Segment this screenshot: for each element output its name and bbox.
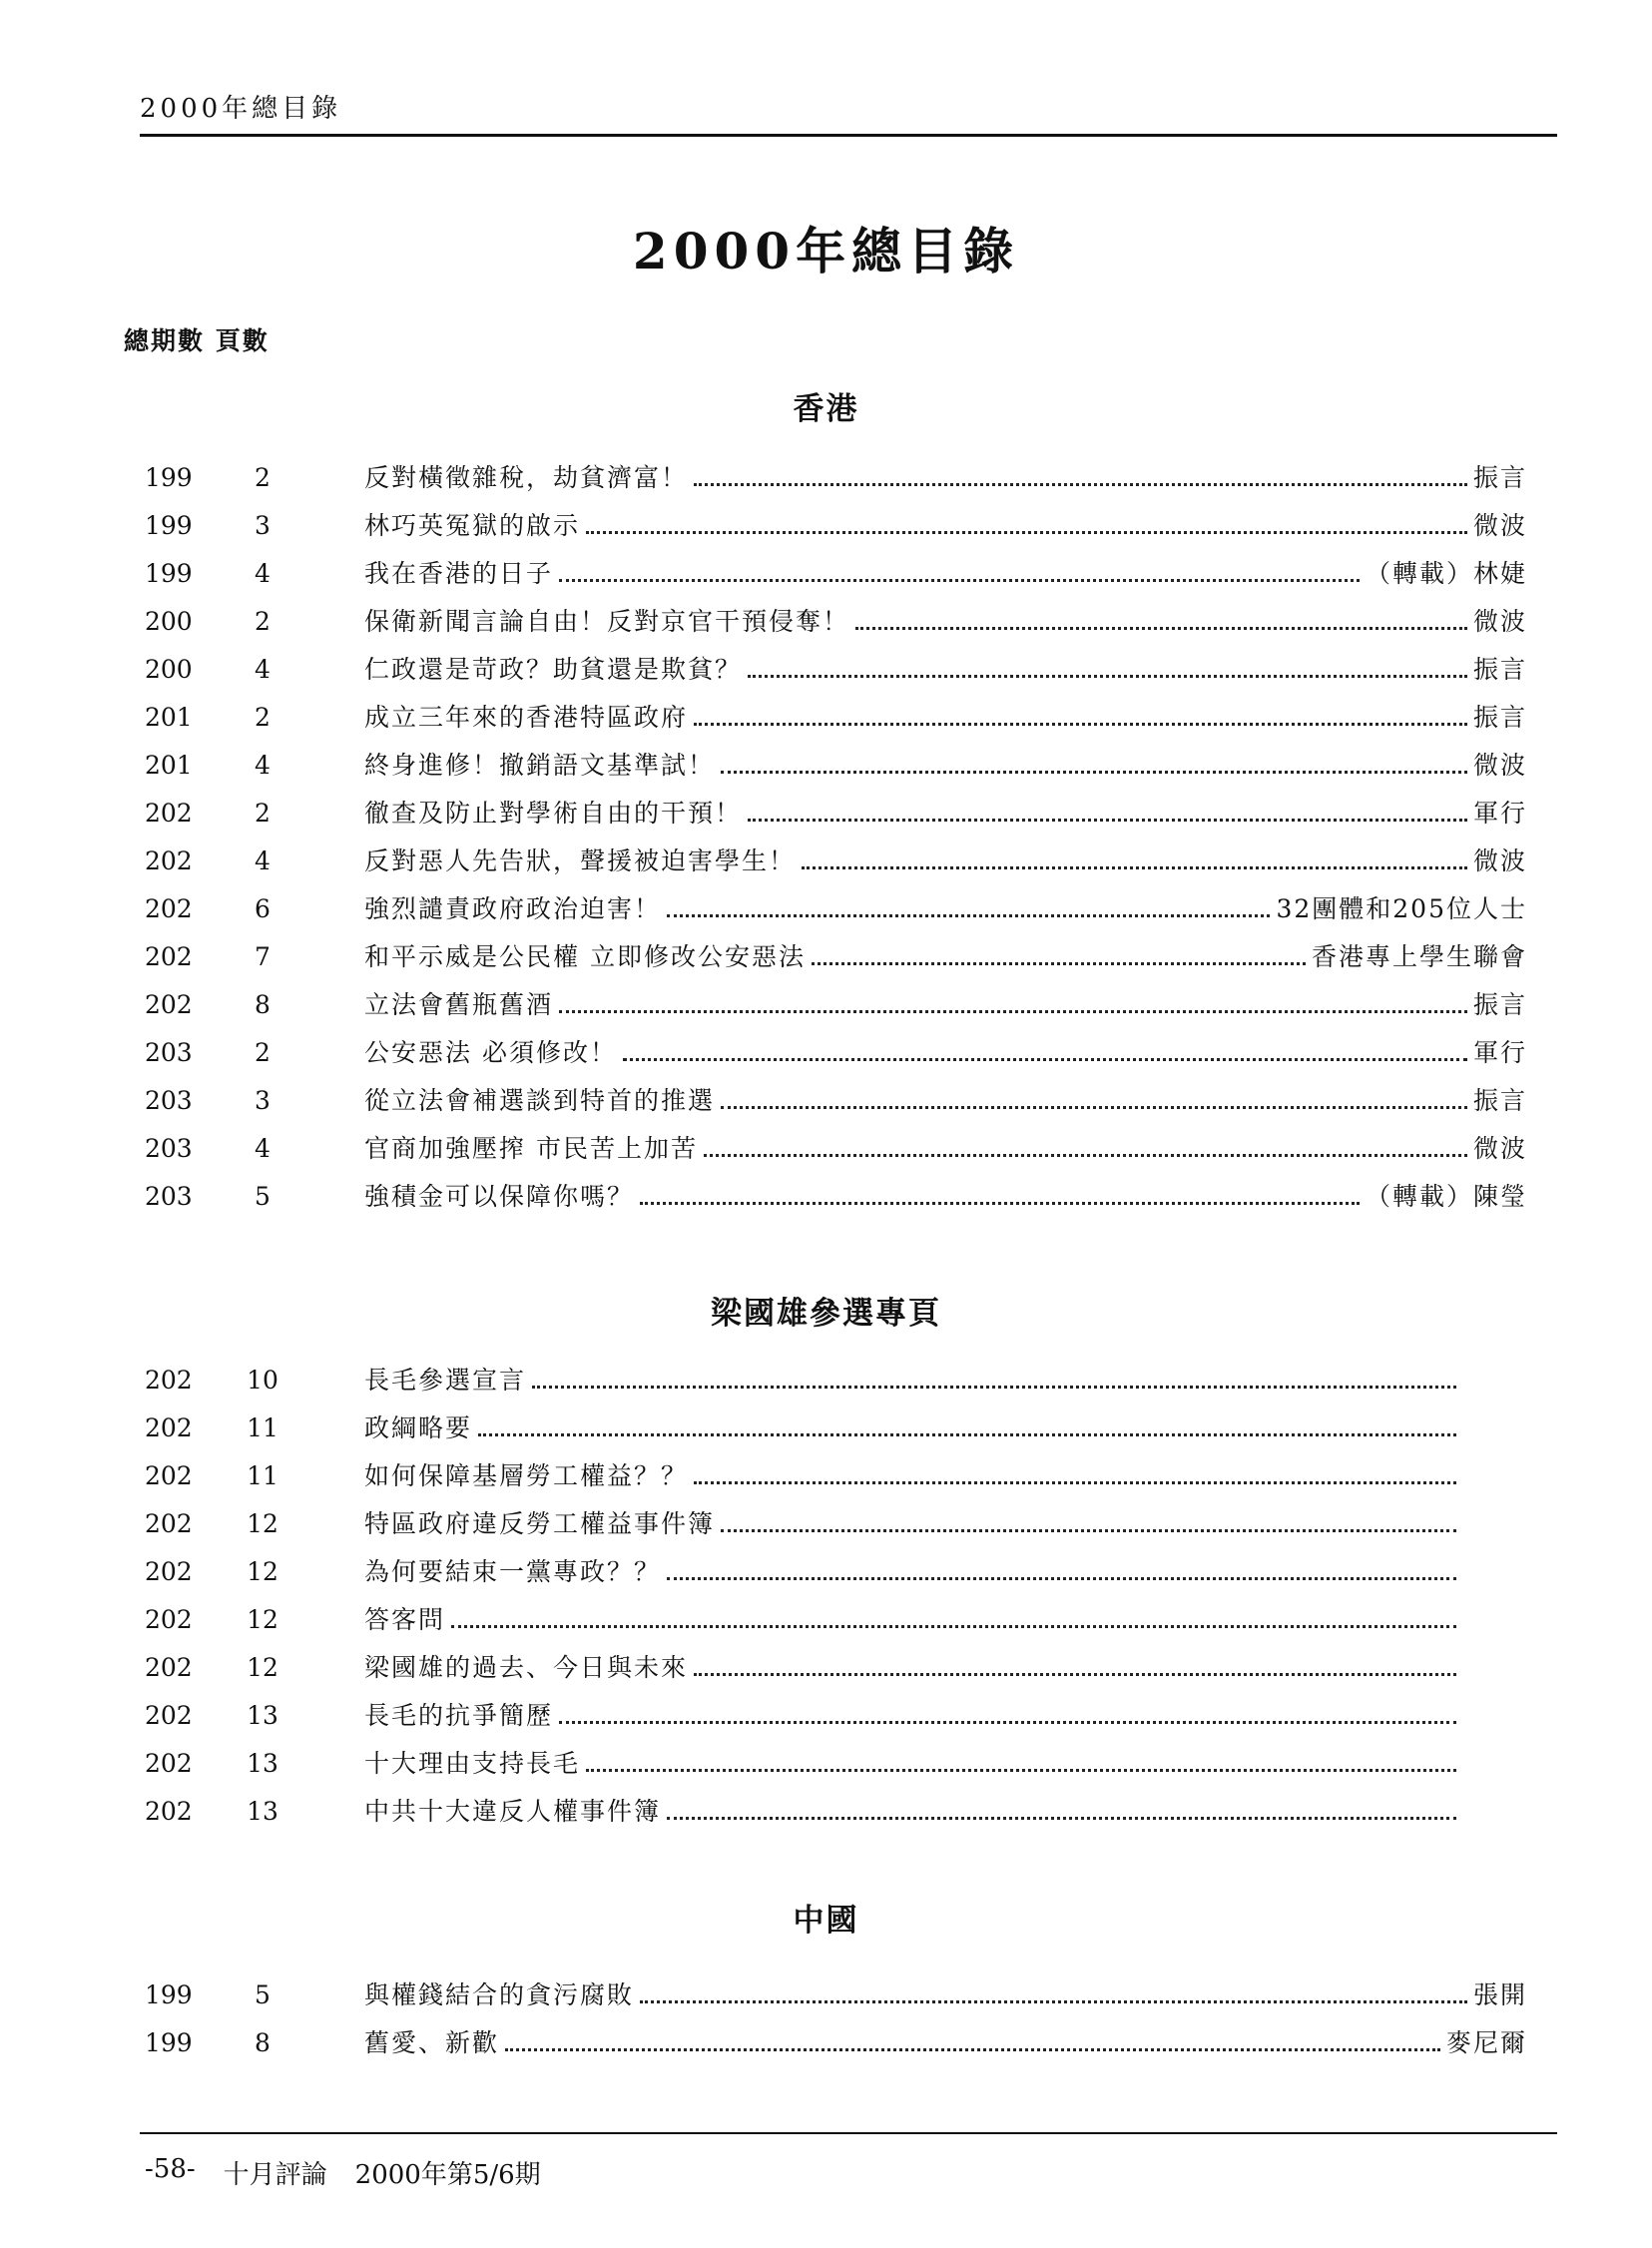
article-title: 梁國雄的過去、今日與未來 <box>364 1653 689 1682</box>
article-title: 十大理由支持長毛 <box>364 1749 581 1778</box>
article-title: 和平示威是公民權 立即修改公安惡法 <box>364 942 806 971</box>
toc-entry <box>0 1978 1652 2026</box>
toc-entry <box>0 749 1652 797</box>
section-title-china: 中國 <box>793 1903 859 1939</box>
article-title: 成立三年來的香港特區政府 <box>364 703 689 732</box>
section-hong-kong-list <box>0 461 1652 1228</box>
issue-number: 203 <box>145 1038 193 1067</box>
toc-entry <box>0 1411 1652 1459</box>
dot-leader <box>694 1651 1456 1676</box>
article-author: 微波 <box>1472 751 1527 780</box>
dot-leader <box>667 1555 1456 1580</box>
dot-leader <box>623 1036 1467 1061</box>
page-number: 13 <box>247 1749 278 1778</box>
issue-number: 202 <box>145 1605 193 1634</box>
page-number: 7 <box>255 942 271 971</box>
article-title: 反對惡人先告狀，聲援被迫害學生！ <box>364 846 797 875</box>
toc-entry <box>0 1555 1652 1603</box>
section-leung-kwok-hung-list <box>0 1364 1652 1843</box>
toc-entry <box>0 1699 1652 1747</box>
article-title: 長毛參選宣言 <box>364 1366 527 1395</box>
section-title-leung-kwok-hung: 梁國雄參選專頁 <box>711 1296 941 1332</box>
article-title: 立法會舊瓶舊酒 <box>364 990 554 1019</box>
toc-entry <box>0 1507 1652 1555</box>
article-author: 微波 <box>1472 511 1527 540</box>
page-number: 3 <box>255 1086 271 1115</box>
dot-leader <box>586 509 1467 534</box>
article-title: 徹查及防止對學術自由的干預！ <box>364 799 743 828</box>
article-author: 振言 <box>1472 655 1527 684</box>
toc-entry <box>0 1795 1652 1843</box>
running-header: 2000年總目錄 <box>140 94 342 124</box>
page-number: 2 <box>255 1038 271 1067</box>
page-number: 4 <box>255 751 271 780</box>
dot-leader <box>721 749 1467 774</box>
article-author: 麥尼爾 <box>1445 2028 1527 2057</box>
toc-entry <box>0 701 1652 749</box>
column-headings: 總期數 頁數 <box>124 326 270 355</box>
toc-entry <box>0 2026 1652 2074</box>
toc-entry <box>0 1651 1652 1699</box>
article-author: 振言 <box>1472 1086 1527 1115</box>
dot-leader <box>812 940 1306 965</box>
page-number: 12 <box>247 1653 278 1682</box>
article-author: 微波 <box>1472 1134 1527 1163</box>
article-author: 振言 <box>1472 703 1527 732</box>
footer-issue: 2000年第5/6期 <box>354 2160 541 2190</box>
issue-number: 199 <box>145 2028 193 2057</box>
dot-leader <box>704 1132 1467 1157</box>
issue-number: 201 <box>145 751 193 780</box>
issue-number: 202 <box>145 1653 193 1682</box>
issue-number: 199 <box>145 559 193 588</box>
toc-entry <box>0 1084 1652 1132</box>
page-number: 13 <box>247 1701 278 1730</box>
dot-leader <box>451 1603 1456 1628</box>
toc-entry <box>0 1132 1652 1180</box>
page-number: 12 <box>247 1509 278 1538</box>
page-number: 5 <box>255 1182 271 1211</box>
toc-entry <box>0 1603 1652 1651</box>
issue-number: 199 <box>145 463 193 492</box>
page-footer <box>145 2154 541 2191</box>
footer-rule <box>140 2132 1557 2134</box>
article-author: 軍行 <box>1472 799 1527 828</box>
toc-entry <box>0 844 1652 892</box>
issue-number: 202 <box>145 1749 193 1778</box>
page-number: 4 <box>255 559 271 588</box>
page-number: 8 <box>255 2028 271 2057</box>
header-rule <box>140 134 1557 137</box>
dot-leader <box>559 1699 1456 1724</box>
page-number: 2 <box>255 463 271 492</box>
dot-leader <box>505 2026 1440 2051</box>
issue-number: 202 <box>145 1366 193 1395</box>
dot-leader <box>694 461 1467 486</box>
article-author: 32團體和205位人士 <box>1276 894 1527 923</box>
toc-entry <box>0 605 1652 653</box>
section-title-hong-kong: 香港 <box>793 391 859 427</box>
dot-leader <box>640 1978 1467 2003</box>
article-title: 仁政還是苛政？助貧還是欺貧？ <box>364 655 743 684</box>
article-title: 中共十大違反人權事件簿 <box>364 1797 662 1826</box>
article-author: 軍行 <box>1472 1038 1527 1067</box>
issue-number: 199 <box>145 1980 193 2009</box>
dot-leader <box>559 988 1467 1013</box>
article-title: 特區政府違反勞工權益事件簿 <box>364 1509 716 1538</box>
article-author: 振言 <box>1472 990 1527 1019</box>
page-number: 13 <box>247 1797 278 1826</box>
article-author: 微波 <box>1472 846 1527 875</box>
issue-number: 202 <box>145 1797 193 1826</box>
article-title: 強烈譴責政府政治迫害！ <box>364 894 662 923</box>
issue-number: 202 <box>145 1461 193 1490</box>
page-number: 3 <box>255 511 271 540</box>
page-number: 8 <box>255 990 271 1019</box>
article-title: 與權錢結合的貪污腐敗 <box>364 1980 635 2009</box>
page-number: 4 <box>255 1134 271 1163</box>
dot-leader <box>667 892 1270 917</box>
article-title: 從立法會補選談到特首的推選 <box>364 1086 716 1115</box>
article-title: 如何保障基層勞工權益？？ <box>364 1461 689 1490</box>
article-title: 保衛新聞言論自由！反對京官干預侵奪！ <box>364 607 850 636</box>
article-author: 微波 <box>1472 607 1527 636</box>
article-title: 答客問 <box>364 1605 446 1634</box>
issue-number: 203 <box>145 1182 193 1211</box>
dot-leader <box>640 1180 1360 1205</box>
page-number: 11 <box>247 1413 278 1442</box>
dot-leader <box>748 797 1467 822</box>
page-number: 11 <box>247 1461 278 1490</box>
article-title: 終身進修！撤銷語文基準試！ <box>364 751 716 780</box>
dot-leader <box>748 653 1467 678</box>
page-number: 12 <box>247 1557 278 1586</box>
issue-number: 201 <box>145 703 193 732</box>
dot-leader <box>721 1084 1467 1109</box>
issue-number: 203 <box>145 1134 193 1163</box>
page-number: 4 <box>255 846 271 875</box>
dot-leader <box>694 701 1467 726</box>
dot-leader <box>559 557 1360 582</box>
toc-entry <box>0 557 1652 605</box>
article-title: 反對橫徵雜稅，劫貧濟富！ <box>364 463 689 492</box>
article-title: 我在香港的日子 <box>364 559 554 588</box>
issue-number: 202 <box>145 799 193 828</box>
article-author: 振言 <box>1472 463 1527 492</box>
article-title: 強積金可以保障你嗎？ <box>364 1182 635 1211</box>
toc-entry <box>0 988 1652 1036</box>
page-number: 5 <box>255 1980 271 2009</box>
issue-number: 202 <box>145 846 193 875</box>
issue-number: 202 <box>145 990 193 1019</box>
page-number: 4 <box>255 655 271 684</box>
footer-page-number: -58- <box>145 2154 196 2184</box>
footer-publication: 十月評論 <box>223 2160 327 2190</box>
page-number: 12 <box>247 1605 278 1634</box>
article-title: 林巧英冤獄的啟示 <box>364 511 581 540</box>
toc-entry <box>0 461 1652 509</box>
dot-leader <box>802 844 1467 869</box>
article-author: （轉載）陳瑩 <box>1365 1182 1527 1211</box>
dot-leader <box>855 605 1467 630</box>
dot-leader <box>532 1364 1456 1389</box>
toc-entry <box>0 1036 1652 1084</box>
article-title: 舊愛、新歡 <box>364 2028 500 2057</box>
dot-leader <box>694 1459 1456 1484</box>
toc-entry <box>0 892 1652 940</box>
page-number: 2 <box>255 799 271 828</box>
issue-number: 199 <box>145 511 193 540</box>
dot-leader <box>721 1507 1456 1532</box>
page-title: 2000年總目錄 <box>632 222 1020 281</box>
dot-leader <box>586 1747 1456 1772</box>
page-number: 2 <box>255 703 271 732</box>
page-number: 10 <box>247 1366 278 1395</box>
article-title: 公安惡法 必須修改！ <box>364 1038 617 1067</box>
issue-number: 202 <box>145 1509 193 1538</box>
article-title: 長毛的抗爭簡歷 <box>364 1701 554 1730</box>
dot-leader <box>478 1411 1456 1436</box>
issue-number: 202 <box>145 1413 193 1442</box>
article-author: 張開 <box>1472 1980 1527 2009</box>
toc-entry <box>0 653 1652 701</box>
issue-number: 203 <box>145 1086 193 1115</box>
toc-entry <box>0 1180 1652 1228</box>
toc-entry <box>0 940 1652 988</box>
article-title: 官商加強壓搾 市民苦上加苦 <box>364 1134 698 1163</box>
dot-leader <box>667 1795 1456 1820</box>
toc-entry <box>0 797 1652 844</box>
toc-entry <box>0 1364 1652 1411</box>
article-author: （轉載）林婕 <box>1365 559 1527 588</box>
issue-number: 202 <box>145 894 193 923</box>
issue-number: 200 <box>145 655 193 684</box>
issue-number: 202 <box>145 1557 193 1586</box>
article-title: 政綱略要 <box>364 1413 473 1442</box>
toc-entry <box>0 1747 1652 1795</box>
page-number: 6 <box>255 894 271 923</box>
issue-number: 202 <box>145 1701 193 1730</box>
toc-entry <box>0 509 1652 557</box>
toc-entry <box>0 1459 1652 1507</box>
issue-number: 202 <box>145 942 193 971</box>
page-number: 2 <box>255 607 271 636</box>
article-author: 香港專上學生聯會 <box>1311 942 1527 971</box>
article-title: 為何要結束一黨專政？？ <box>364 1557 662 1586</box>
issue-number: 200 <box>145 607 193 636</box>
section-china-list <box>0 1978 1652 2074</box>
